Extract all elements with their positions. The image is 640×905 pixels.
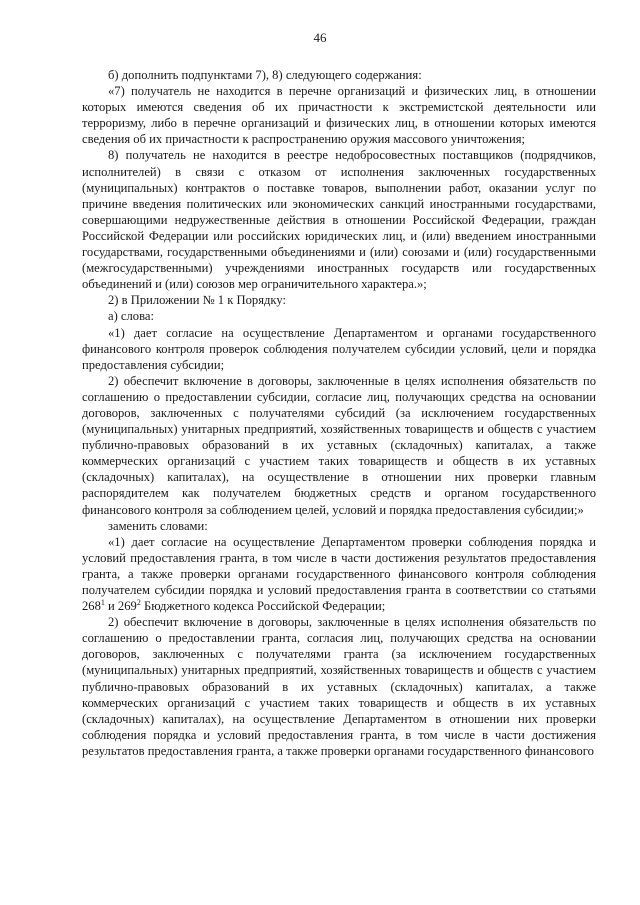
page-number: 46	[313, 30, 327, 45]
paragraph: 2) в Приложении № 1 к Порядку:	[108, 293, 286, 308]
superscript: 2	[136, 597, 141, 607]
paragraph	[82, 534, 596, 614]
paragraph: 8) получатель не находится в реестре недобросовестных поставщиков (подрядчиков, исполнителей) в связи с отказом от исполнения заключенных государственных (муниципальных) контрактов о поставке товаров, выполнении работ, оказании услуг по причине введения политических или экономических санкций иностранными государствами, совершающими недружественные действия в отношении Российской Федерации, граждан Российской Федерации или российских юридических лиц, и (или) введением иностранными государствами, государственными объединениями и (или) союзами и (или) государственными (межгосударственными) учреждениями иностранных государств или государственных объединений и (или) союзов мер ограничительного характера.»;	[82, 148, 596, 292]
paragraph: «7) получатель не находится в перечне организаций и физических лиц, в отношении которых имеются сведения об их причастности к экстремистской деятельности или терроризму, либо в перечне организаций и физических лиц, в отношении которых имеются сведения об их причастности к распространению оружия массового уничтожения;	[82, 84, 596, 147]
paragraph: б) дополнить подпунктами 7), 8) следующего содержания:	[108, 68, 422, 82]
paragraph-text: «1) дает согласие на осуществление Департаментом проверки соблюдения порядка и условий предоставления гранта, в том числе в части достижения результатов предоставления гранта, а также проверки органами государственного финансового контроля соблюдения получателем субсидии порядка и условий предоставления гранта в соответствии со статьями 268	[82, 534, 596, 614]
paragraph: «1) дает согласие на осуществление Департаментом и органами государственного финансового контроля проверок соблюдения получателем субсидии условий, цели и порядка предоставления субсидии;	[82, 325, 596, 372]
paragraph-text: Бюджетного кодекса Российской Федерации;	[140, 599, 386, 614]
document-body	[82, 67, 596, 759]
paragraph: а) слова:	[108, 309, 154, 324]
paragraph: заменить словами:	[108, 518, 208, 533]
paragraph-text: и 269	[104, 599, 137, 614]
paragraph: 2) обеспечит включение в договоры, заключенные в целях исполнения обязательств по соглашению о предоставлении гранта, согласия лиц, получающих средства на основании договоров, заключенных с получателями гранта (за исключением государственных (муниципальных) унитарных предприятий, хозяйственных товариществ и обществ с участием публично-правовых образований в их уставных (складочных) капиталах, а также коммерческих организаций с участием таких товариществ и обществ в их уставных (складочных) капиталах), на осуществление Департаментом в отношении них проверки соблюдения порядка и условий предоставления гранта, в том числе в части достижения результатов предоставления гранта, а также проверки органами государственного финансового	[82, 615, 596, 758]
paragraph: 2) обеспечит включение в договоры, заключенные в целях исполнения обязательств по соглашению о предоставлении субсидии, согласие лиц, получающих средства на основании договоров, заключенных с получателями субсидий (за исключением государственных (муниципальных) унитарных предприятий, хозяйственных товариществ и обществ с участием публично-правовых образований в их уставных (складочных) капиталах, а также коммерческих организаций с участием таких товариществ и обществ в их уставных (складочных) капиталах), на осуществление в отношении них проверки главным распорядителем как получателем бюджетных средств и органом государственного финансового контроля за соблюдением целей, условий и порядка предоставления субсидии;»	[82, 373, 596, 517]
superscript: 1	[100, 597, 105, 607]
